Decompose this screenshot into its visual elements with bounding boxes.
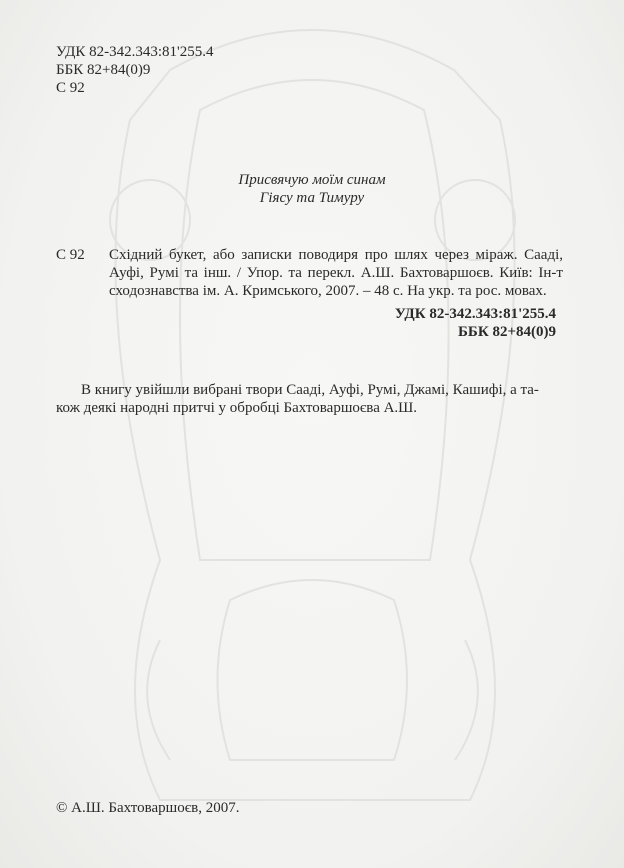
catalog-bbk: ББК 82+84(0)9 <box>458 324 556 340</box>
catalog-line-2: Ауфі, Румі та інш. / Упор. та перекл. А.Ш. Бахтоваршоєв. Київ: Ін-т <box>109 265 563 281</box>
catalog-codes <box>300 305 556 341</box>
annotation-line-2: кож деякі народні притчі у обробці Бахтоваршоєва А.Ш. <box>56 400 418 416</box>
bbk-code: ББК 82+84(0)9 <box>56 62 151 78</box>
dedication-line-1: Присвячую моїм синам <box>238 172 386 188</box>
annotation <box>56 381 556 417</box>
dedication <box>0 171 624 207</box>
catalog-line-1: Східний букет, або записки поводиря про шлях через міраж. Сааді, <box>109 247 563 263</box>
catalog-description <box>109 246 563 300</box>
catalog-udk: УДК 82-342.343:81'255.4 <box>394 306 556 322</box>
catalog-number: С 92 <box>56 247 85 263</box>
udk-code: УДК 82-342.343:81'255.4 <box>56 44 214 60</box>
author-sign: С 92 <box>56 80 85 96</box>
catalog-line-3: сходознавства ім. А. Кримського, 2007. – 48 с. На укр. та рос. мовах. <box>109 283 547 299</box>
annotation-line-1: В книгу увійшли вибрані твори Сааді, Ауфі, Румі, Джамі, Кашифі, а та- <box>81 382 539 398</box>
classification-codes <box>56 43 213 97</box>
dedication-line-2: Гіясу та Тимуру <box>259 190 365 206</box>
copyright: © А.Ш. Бахтоваршоєв, 2007. <box>56 800 240 816</box>
